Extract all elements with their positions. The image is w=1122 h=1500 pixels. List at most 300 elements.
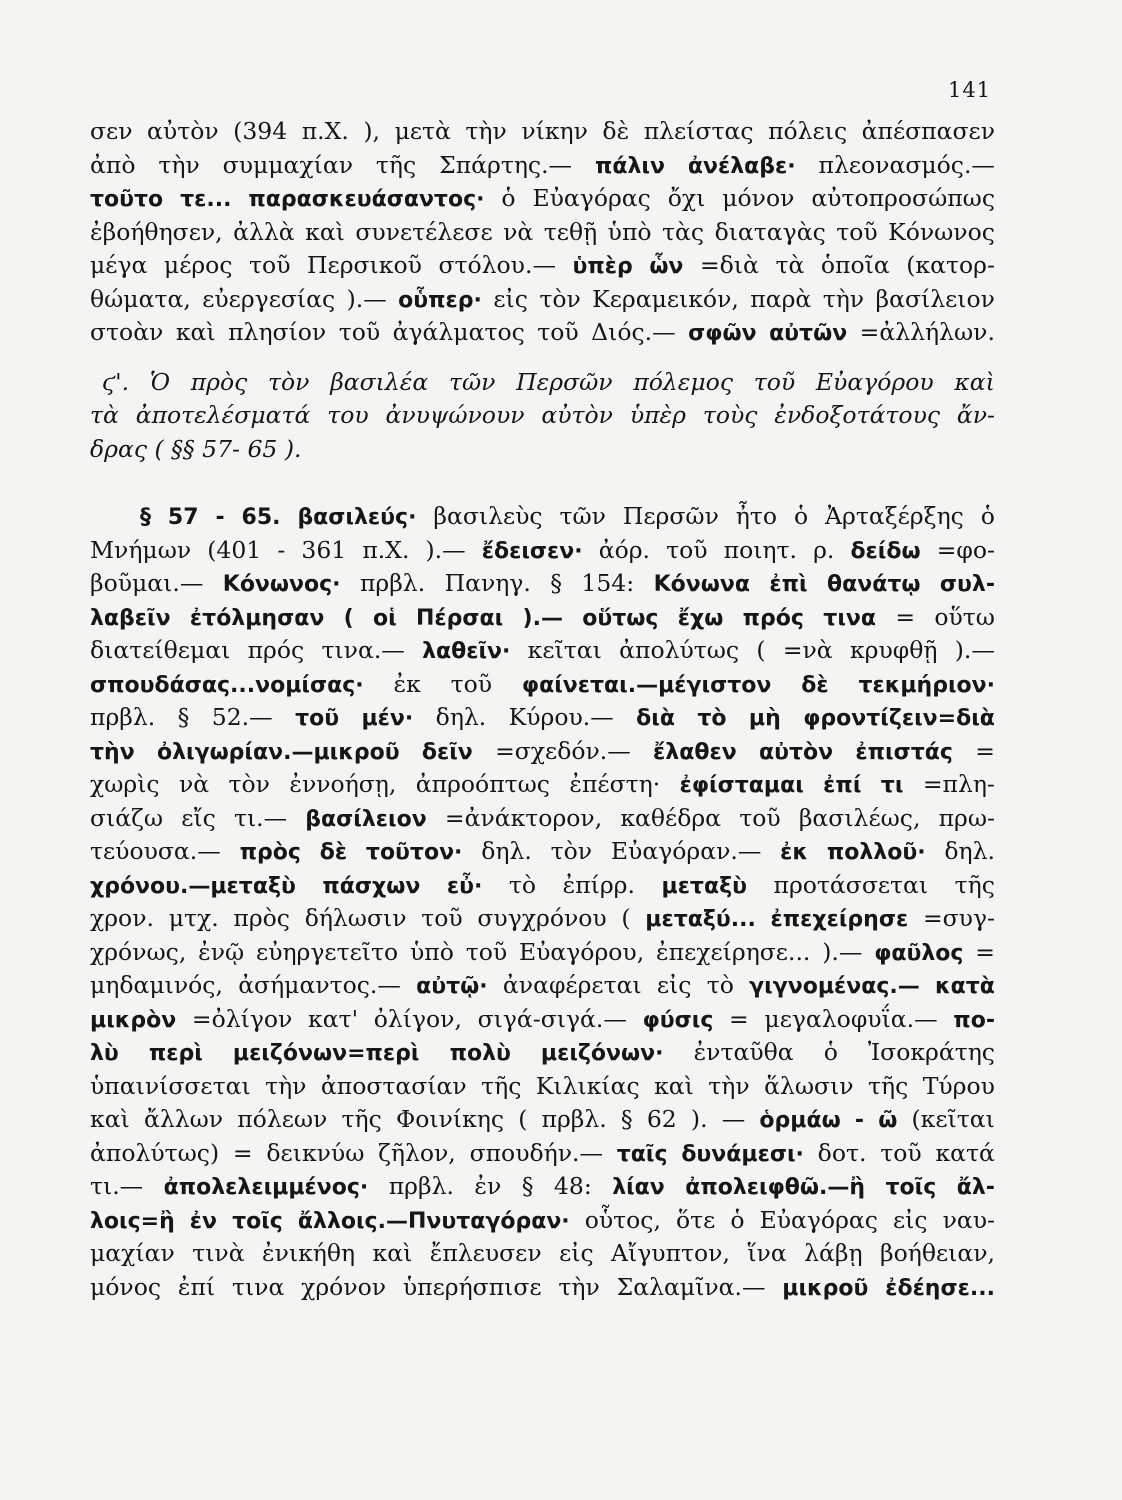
word: ἀπολύτως)	[90, 1138, 220, 1167]
bold-term: ἐπὶ	[769, 572, 808, 597]
word: τῆς	[481, 1071, 522, 1100]
word: συμμαχίαν	[222, 150, 354, 179]
text-line	[90, 936, 995, 970]
word: ὑπὸ	[409, 937, 454, 966]
word: 361	[301, 535, 347, 564]
italic-heading-word: δρας	[90, 434, 147, 463]
word: κατ'	[308, 1004, 359, 1033]
bold-term: εὖ·	[446, 873, 483, 899]
word: διατείθεμαι	[90, 636, 231, 664]
bold-term: γιγνομένας.—	[749, 974, 920, 999]
word: λάβῃ	[804, 1239, 863, 1267]
word: τοῦ	[465, 937, 508, 966]
bold-term: φροντίζειν=διὰ	[803, 706, 995, 731]
text-line	[90, 1036, 995, 1070]
italic-heading-word: (	[154, 434, 164, 463]
bold-term: μεταξύ...	[645, 907, 756, 932]
text-line	[90, 668, 995, 702]
word: Ἀρταξέρξης	[825, 502, 964, 530]
italic-heading-word: Ὁ	[149, 367, 171, 396]
text-line	[90, 601, 995, 635]
word: τῆς	[954, 870, 995, 899]
bold-term: ἔλαθεν	[653, 739, 737, 765]
bold-term: περὶ	[148, 1041, 203, 1066]
word: βοήθειαν,	[880, 1239, 995, 1267]
text-line	[90, 902, 995, 936]
bold-term: Κόνωνα	[653, 572, 750, 597]
text-line	[90, 115, 995, 149]
word: ἀποστασίαν	[320, 1071, 467, 1100]
word: πρὸς	[233, 904, 290, 932]
bold-term: τοῖς	[885, 1175, 937, 1200]
bold-term: μέν·	[361, 706, 414, 731]
word: δηλ.	[481, 837, 532, 865]
word: τὸν	[550, 837, 593, 865]
bold-term: τε...	[180, 187, 232, 212]
word: =σχεδόν.—	[495, 736, 631, 765]
italic-heading-word: τὰ	[90, 401, 119, 429]
word: -	[277, 535, 286, 564]
bold-term: ὀλιγωρίαν.—μικροῦ	[156, 739, 400, 765]
word: εὐεργεσίας	[202, 284, 336, 313]
word: §	[521, 1172, 534, 1200]
word: νὰ	[178, 770, 210, 798]
text-line	[90, 1103, 995, 1137]
word: ἐν	[474, 1172, 502, 1200]
word: τὸ	[508, 870, 537, 899]
word: (394	[233, 117, 288, 145]
word: =ἀνάκτορον,	[444, 803, 603, 832]
word: ἐκ	[393, 669, 421, 698]
bold-term: -	[215, 505, 225, 530]
word: 52.—	[211, 703, 273, 731]
word: ἐβοήθησεν,	[90, 217, 223, 246]
bold-term: τοῦτον·	[365, 840, 463, 865]
word: τινα.—	[321, 636, 405, 664]
word: Εὐαγόρου,	[518, 937, 645, 966]
word: τὴν	[158, 150, 200, 179]
bold-term: βασίλειον	[305, 806, 427, 832]
word: εἰς	[656, 971, 692, 999]
word: ἄλλων	[143, 1105, 224, 1133]
word: =	[729, 1004, 749, 1033]
bold-term: σφῶν	[688, 321, 757, 346]
word: στόλου.—	[438, 251, 556, 279]
text-line	[90, 182, 995, 216]
word: Τύρου	[922, 1071, 995, 1100]
word: εὐηργετεῖτο	[256, 937, 399, 966]
word: Κόνωνος	[888, 217, 995, 246]
word: =ἀλλήλων.	[859, 318, 995, 346]
italic-heading-word: τοὺς	[702, 401, 758, 429]
text-line	[90, 316, 995, 350]
word: καὶ	[305, 217, 345, 246]
bold-term: χρόνου.—μεταξὺ	[90, 873, 296, 899]
word: μηδαμινός,	[90, 971, 223, 999]
bold-term: τὴν	[90, 739, 135, 765]
word: πρβλ.	[541, 1105, 607, 1133]
text-line	[90, 835, 995, 869]
word: (	[621, 904, 631, 932]
bold-term: τοῦτο	[90, 187, 164, 212]
word: νὰ	[503, 217, 534, 246]
word: ποιητ.	[723, 535, 797, 564]
italic-heading-word: τῶν	[449, 367, 496, 396]
word: ἀπέσπασεν	[861, 117, 995, 145]
word: δεικνύω	[266, 1138, 365, 1167]
word: τοῦ	[739, 803, 781, 832]
word: τῆς	[375, 150, 417, 179]
word: ἐνταῦθα	[693, 1038, 794, 1066]
word: οὗτος,	[584, 1205, 661, 1234]
word: εἰς	[892, 1205, 928, 1234]
word: τῆς	[341, 1105, 382, 1133]
word: δηλ.	[435, 703, 487, 731]
italic-heading-word: 65	[247, 434, 278, 463]
word: ἀόρ.	[598, 535, 651, 564]
word: ).—	[954, 636, 995, 664]
text-line	[90, 802, 995, 836]
word: Εὐαγόραν.—	[610, 837, 762, 865]
word: τὴν	[822, 284, 865, 313]
word: σιγά-σιγά.—	[477, 1004, 627, 1033]
italic-heading-word: βασιλέα	[330, 367, 429, 396]
italic-heading-word: Περσῶν	[516, 367, 613, 396]
italic-heading-word: ἄν-	[956, 401, 995, 429]
word: αὐτὸν	[147, 117, 219, 145]
bold-term: συλ-	[939, 572, 995, 597]
word: Κιλικίας	[535, 1071, 640, 1100]
bold-term: 65.	[241, 505, 281, 530]
word: παρὰ	[750, 284, 812, 313]
word: =πλη-	[922, 770, 995, 798]
text-line	[90, 768, 995, 802]
word: π.Χ.	[362, 535, 410, 564]
word: (κεῖται	[911, 1105, 995, 1133]
word: Περσικοῦ	[307, 251, 422, 279]
word: τοῦ	[249, 251, 291, 279]
word: ἐπίρρ.	[562, 870, 635, 899]
word: ).	[690, 1105, 708, 1133]
word: =νὰ	[782, 636, 833, 664]
word: τοῦ	[338, 318, 381, 346]
word: ὀλίγον,	[373, 1004, 462, 1033]
word: =διὰ	[699, 251, 759, 279]
word: Εὐαγόρας	[532, 184, 651, 212]
bold-term: λαβεῖν	[90, 605, 171, 631]
word: ζῆλον,	[378, 1138, 456, 1167]
word: ἵνα	[747, 1239, 787, 1267]
word: Σπάρτης.—	[439, 150, 573, 179]
bold-term: ταῖς	[616, 1141, 668, 1167]
word: ἐνῷ	[198, 937, 245, 966]
bold-term: διὰ	[636, 706, 675, 731]
bold-term: τεκμήριον·	[858, 672, 995, 698]
italic-heading-word: ἐνδοξοτάτους	[774, 401, 941, 429]
bold-term: ὑπὲρ	[572, 254, 633, 279]
bold-term: ἐπεχείρησε	[770, 907, 909, 932]
bold-term: κατὰ	[935, 974, 995, 999]
text-line	[90, 1003, 995, 1037]
bold-term: ὧν	[649, 254, 684, 279]
bold-term: πο-	[953, 1007, 995, 1033]
bold-term: τι	[880, 773, 904, 798]
bold-term: μὴ	[748, 706, 781, 731]
word: τὴν	[265, 1071, 307, 1100]
paragraph-gap	[90, 466, 995, 500]
word: τὰ	[775, 251, 805, 279]
word: ἀσήμαντος.—	[238, 971, 401, 999]
word: σεν	[90, 117, 133, 145]
word: τι.—	[90, 1172, 144, 1200]
bold-term: πάλιν	[594, 153, 665, 179]
word: τεύουσα.—	[90, 837, 221, 865]
word: δηλ.	[944, 837, 995, 865]
word: ὅτε	[675, 1205, 716, 1234]
word: βοῦμαι.—	[90, 569, 204, 597]
word: τοῦ	[537, 318, 579, 346]
word: Περσῶν	[622, 502, 719, 530]
word: Φοινίκης	[395, 1105, 505, 1133]
text-line	[90, 399, 995, 433]
paragraph-gap	[90, 350, 995, 366]
word: τὴν	[558, 1272, 600, 1301]
word: χρόνον	[301, 1272, 387, 1301]
word: πρβλ.	[90, 703, 156, 731]
word: ὑπαινίσσεται	[90, 1071, 251, 1100]
text-line	[90, 701, 995, 735]
bold-term: ἔχω	[677, 605, 724, 631]
bold-term: φαίνεται.—μέγιστον	[521, 672, 772, 698]
bold-term: ἐδέησε...	[885, 1275, 995, 1301]
word: τεθῇ	[543, 217, 598, 246]
italic-heading-word: αὐτὸν	[541, 401, 613, 429]
bold-term: (	[343, 605, 354, 631]
word: ἐπεχείρησε...	[656, 937, 811, 966]
word: τῆς	[868, 1071, 909, 1100]
bold-term: μικροῦ	[782, 1275, 869, 1301]
bold-term: ).—	[522, 605, 563, 631]
bold-term: τὸ	[697, 706, 727, 731]
italic-heading-word: ἀνυψώνουν	[385, 401, 525, 429]
word: μεγαλοφυΐα.—	[764, 1004, 938, 1033]
bold-term: πρός	[742, 605, 804, 631]
text-line	[90, 249, 995, 283]
word: μετὰ	[394, 117, 451, 145]
italic-heading-word: πόλεμος	[633, 367, 733, 396]
word: Αἴγυπτον,	[611, 1239, 730, 1267]
word: πρός	[247, 636, 305, 664]
word: μαχίαν	[90, 1239, 175, 1267]
word: τινὰ	[192, 1239, 245, 1267]
word: βασιλέως,	[798, 803, 921, 832]
bold-term: οἱ	[373, 605, 397, 631]
word: Πανηγ.	[444, 569, 531, 597]
word: ἀπροόπτως	[415, 770, 550, 798]
italic-heading-word: ).	[284, 434, 302, 463]
word: καὶ	[175, 318, 216, 346]
word: πόλεων	[237, 1105, 328, 1133]
text-line	[90, 1170, 995, 1204]
word: βασιλεὺς	[433, 502, 543, 530]
bold-term: πάσχων	[322, 873, 421, 899]
italic-heading-word: τοῦ	[753, 367, 796, 396]
word: πρω-	[938, 803, 995, 832]
word: κατά	[935, 1138, 995, 1167]
word: εἰς	[559, 1239, 594, 1267]
bold-term: Κόνωνος·	[222, 572, 341, 597]
bold-term: οὕτως	[582, 605, 659, 631]
bold-term: λοις=ἢ	[90, 1208, 175, 1234]
word: Κύρου.—	[508, 703, 614, 731]
italic-heading-word: ϛ'.	[102, 367, 130, 396]
bold-term: 57	[167, 505, 199, 530]
italic-heading-word: τὸν	[268, 367, 310, 396]
word: Διός.—	[591, 318, 676, 346]
text-line	[90, 500, 995, 534]
word: §	[177, 703, 190, 731]
body-text	[90, 115, 995, 1304]
word: ).—	[425, 535, 466, 564]
word: καὶ	[654, 1071, 694, 1100]
word: ὁ	[793, 502, 809, 530]
word: οὕτω	[934, 602, 995, 631]
bold-term: πρὸς	[239, 840, 301, 865]
word: =συγ-	[922, 904, 995, 932]
word: =	[975, 736, 995, 765]
word: μέρος	[163, 251, 233, 279]
text-line	[90, 1271, 995, 1305]
bold-term: φαῦλος	[874, 940, 964, 966]
word: δὲ	[602, 117, 630, 145]
bold-term: μειζόνων=περὶ	[232, 1041, 420, 1066]
word: =ὀλίγον	[191, 1004, 293, 1033]
text-line	[90, 1137, 995, 1171]
word: βασίλειον	[875, 284, 995, 313]
word: κεῖται	[527, 636, 602, 664]
word: ἐπέστη·	[569, 770, 661, 798]
word: ἀγάλματος	[392, 318, 525, 346]
bold-term: ἐπιστάς	[855, 739, 953, 765]
italic-heading-word: ἀποτελέσματά	[135, 401, 311, 429]
bold-term: αὐτὸν	[758, 739, 834, 765]
word: ἀναφέρεται	[502, 971, 642, 999]
bold-term: δὲ	[319, 840, 348, 865]
word: (κατορ-	[906, 251, 995, 279]
italic-heading-word: §§	[171, 434, 195, 463]
italic-heading-word: Εὐαγόρου	[815, 367, 934, 396]
italic-heading-word: ὑπὲρ	[629, 401, 686, 429]
word: νίκην	[521, 117, 588, 145]
word: χωρὶς	[90, 770, 160, 798]
word: Ἰσοκράτης	[867, 1038, 995, 1066]
text-line	[90, 283, 995, 317]
word: 154:	[581, 569, 635, 597]
word: μόνος	[90, 1272, 162, 1301]
word: μόνον	[722, 184, 795, 212]
word: προτάσσεται	[773, 870, 929, 899]
text-line	[90, 634, 995, 668]
word: ἀλλὰ	[233, 217, 295, 246]
text-line	[90, 567, 995, 601]
word: τοῦ	[450, 669, 493, 698]
bold-term: ἔδεισεν·	[481, 538, 583, 564]
word: ἀπὸ	[90, 150, 136, 179]
bold-term: ὁρμάω	[759, 1108, 841, 1133]
word: καθέδρα	[620, 803, 722, 832]
word: ἐνικήθη	[261, 1239, 356, 1267]
word: ἐπί	[177, 1272, 216, 1301]
word: τοῦ	[836, 217, 878, 246]
bold-term: λὺ	[90, 1041, 119, 1066]
word: —	[721, 1105, 746, 1133]
word: πλεονασμός.—	[818, 150, 995, 179]
bold-term: θανάτῳ	[827, 572, 921, 597]
word: ὁ	[730, 1205, 745, 1234]
word: ἅλωσιν	[764, 1071, 854, 1100]
word: εἰς	[493, 284, 528, 313]
word: §	[620, 1105, 633, 1133]
bold-term: βασιλεύς·	[297, 505, 417, 530]
bold-term: παρασκευάσαντος·	[248, 187, 485, 212]
bold-term: αὐτῷ·	[416, 974, 488, 999]
bold-term: ἐτόλμησαν	[189, 605, 325, 631]
word: κρυφθῇ	[849, 636, 938, 664]
word: τὸν	[539, 284, 581, 313]
word: ).—	[346, 284, 387, 313]
bold-term: -	[854, 1108, 865, 1133]
word: (	[518, 1105, 528, 1133]
italic-heading-word: πρὸς	[190, 367, 248, 396]
word: σπουδήν.—	[469, 1138, 603, 1167]
bold-term: λίαν	[612, 1175, 665, 1200]
bold-term: μειζόνων·	[540, 1041, 664, 1066]
word: τὰς	[662, 217, 705, 246]
bold-term: ἐν	[189, 1208, 218, 1234]
bold-term: δὲ	[801, 672, 829, 698]
word: δήλωσιν	[304, 904, 407, 932]
word: τὸν	[228, 770, 270, 798]
word: 62	[646, 1105, 677, 1133]
word: ἦτο	[735, 502, 778, 530]
word: καὶ	[90, 1105, 130, 1133]
word: Κεραμεικόν,	[592, 284, 739, 313]
word: δοτ.	[817, 1138, 867, 1167]
word: Μνήμων	[90, 535, 192, 564]
bold-term: ἄλλοις.—Πνυταγόραν·	[297, 1208, 570, 1234]
bold-term: τινα	[823, 605, 876, 631]
word: εἴς	[181, 803, 216, 832]
word: ναυ-	[942, 1205, 995, 1234]
word: τοῦ	[880, 1138, 922, 1167]
text-line	[90, 735, 995, 769]
word: χρον.	[90, 904, 154, 932]
bold-term: σπουδάσας...νομίσας·	[90, 672, 364, 698]
bold-term: λαθεῖν·	[422, 639, 511, 664]
bold-term: §	[140, 505, 151, 530]
bold-term: ἐπί	[823, 773, 862, 798]
word: ὑπερήσπισε	[402, 1272, 542, 1301]
bold-term: ἐφίσταμαι	[679, 773, 804, 798]
bold-term: πολλοῦ·	[826, 840, 926, 865]
word: τινα	[231, 1272, 285, 1301]
bold-term: ἄλ-	[956, 1175, 995, 1200]
bold-term: τοῖς	[232, 1208, 283, 1234]
text-line	[90, 366, 995, 400]
word: μέγα	[90, 251, 148, 279]
word: τῶν	[559, 502, 606, 530]
text-line	[90, 869, 995, 903]
